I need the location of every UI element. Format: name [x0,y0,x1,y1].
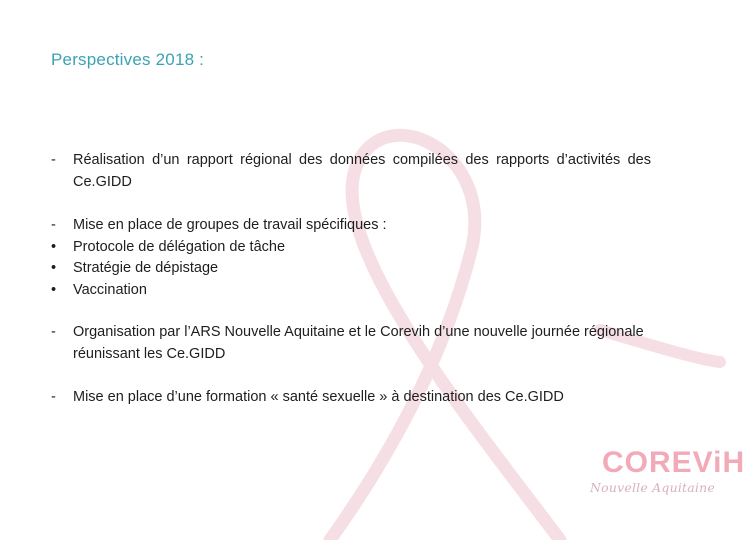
dash-marker: - [51,217,56,233]
page-title: Perspectives 2018 : [51,50,205,69]
list-item-text: Organisation par l’ARS Nouvelle Aquitaine et le Corevih d’une nouvelle journée régionale réunissant les Ce.GIDD [73,324,644,362]
dash-marker: - [51,324,56,340]
list-item-text: Mise en place de groupes de travail spécifiques : [73,217,387,233]
corevih-logo [588,440,745,510]
list-item-report [51,150,651,193]
sub-list-item-text: Stratégie de dépistage [73,260,219,276]
list-item-text: Mise en place d’une formation « santé sexuelle » à destination des Ce.GIDD [73,389,564,405]
bullet-marker: • [51,238,57,255]
logo-name: COREViH [602,446,745,479]
list-item-working-groups [51,215,651,301]
logo-subtitle: Nouvelle Aquitaine [590,480,715,495]
sub-list-item [51,258,651,280]
bullet-marker: • [51,281,57,298]
sub-list-item [51,237,651,259]
sub-list-item [51,280,651,302]
sub-list-item-text: Protocole de délégation de tâche [73,238,286,255]
dash-marker: - [51,389,56,405]
dash-marker: - [51,152,56,168]
bullet-marker: • [51,260,57,276]
list-item-text: Réalisation d’un rapport régional des données compilées des rapports d’activités des Ce.GIDD [73,152,651,190]
sub-list-item-text: Vaccination [73,281,147,298]
list-item-training [51,387,651,409]
list-item-regional-day [51,322,651,365]
